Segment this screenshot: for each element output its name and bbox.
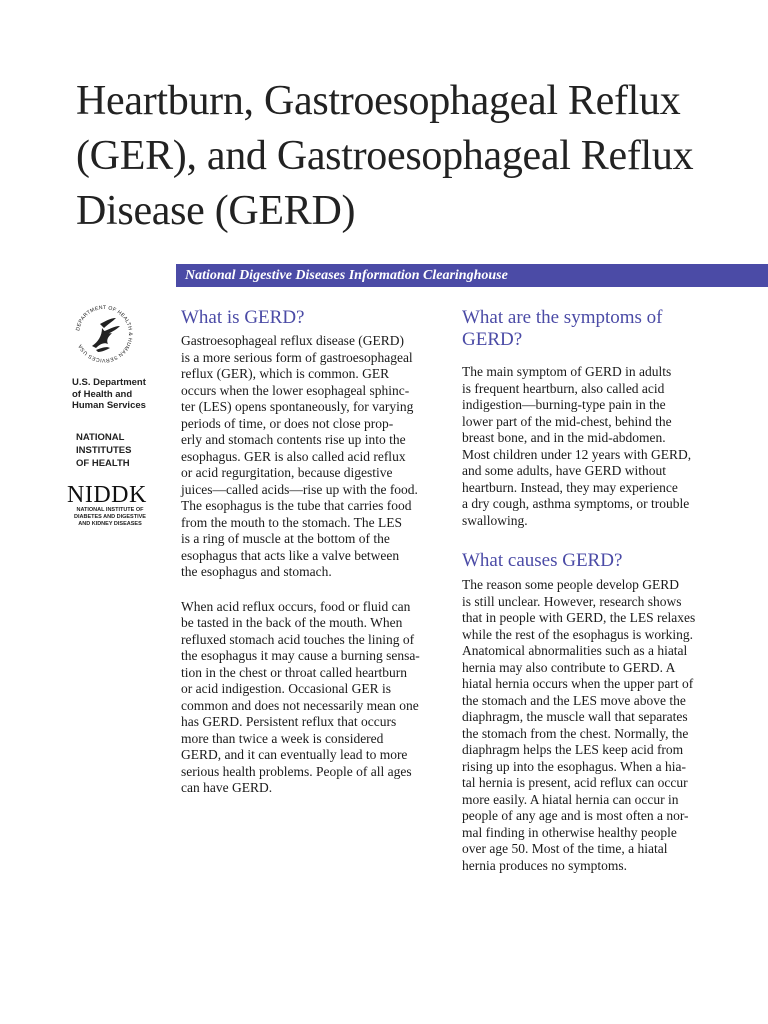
text-line: hernia may also contribute to GERD. A bbox=[462, 659, 676, 675]
what-is-gerd-paragraph-2 bbox=[181, 599, 443, 797]
what-is-gerd-paragraph-1 bbox=[181, 333, 443, 581]
hhs-department-name bbox=[72, 377, 172, 412]
text-line: or acid indigestion. Occasional GER is bbox=[181, 681, 391, 696]
text-line: ter (LES) opens spontaneously, for varying bbox=[181, 399, 414, 414]
niddk-sub-line: NATIONAL INSTITUTE OF bbox=[76, 507, 144, 513]
left-column bbox=[181, 307, 443, 797]
document-title bbox=[76, 74, 756, 239]
text-line: can have GERD. bbox=[181, 780, 273, 795]
text-line: the esophagus it may cause a burning sensa- bbox=[181, 648, 420, 663]
hhs-line: U.S. Department bbox=[72, 377, 146, 388]
title-line: (GER), and Gastroesophageal Reflux bbox=[76, 133, 694, 179]
text-line: esophagus that acts like a valve between bbox=[181, 547, 400, 563]
heading-line: What causes GERD? bbox=[462, 550, 623, 571]
clearinghouse-banner: National Digestive Diseases Information Clearinghouse bbox=[176, 264, 768, 287]
text-line: Gastroesophageal reflux disease (GERD) bbox=[181, 333, 405, 348]
section-heading-causes bbox=[462, 550, 724, 572]
text-line: a dry cough, asthma symptoms, or trouble bbox=[462, 496, 690, 511]
text-line: is a more serious form of gastroesophageal bbox=[181, 349, 413, 365]
text-line: erly and stomach contents rise up into the bbox=[181, 432, 406, 447]
text-line: GERD, and it can eventually lead to more bbox=[181, 747, 408, 762]
text-line: swallowing. bbox=[462, 512, 528, 528]
text-line: lower part of the mid-chest, behind the bbox=[462, 413, 672, 429]
text-line: while the rest of the esophagus is working. bbox=[462, 626, 693, 642]
text-line: or acid regurgitation, because digestive bbox=[181, 465, 393, 480]
text-line: more than twice a week is considered bbox=[181, 730, 384, 746]
nih-line: NATIONAL bbox=[76, 432, 125, 443]
text-line: from the mouth to the stomach. The LES bbox=[181, 514, 402, 530]
hhs-eagle-seal-icon bbox=[72, 302, 136, 366]
title-line: Heartburn, Gastroesophageal Reflux bbox=[76, 78, 681, 124]
text-line: The reason some people develop GERD bbox=[462, 577, 680, 592]
text-line: and some adults, have GERD without bbox=[462, 463, 666, 478]
text-line: tal hernia is present, acid reflux can occur bbox=[462, 775, 688, 790]
heading-line: GERD? bbox=[462, 329, 523, 350]
text-line: Most children under 12 years with GERD, bbox=[462, 446, 692, 462]
text-line: the esophagus and stomach. bbox=[181, 564, 332, 579]
text-line: The esophagus is the tube that carries food bbox=[181, 498, 412, 513]
text-line: is still unclear. However, research shows bbox=[462, 593, 682, 609]
causes-paragraph bbox=[462, 577, 724, 874]
text-line: tion in the chest or throat called heartburn bbox=[181, 664, 408, 680]
text-line: esophagus. GER is also called acid reflux bbox=[181, 448, 406, 464]
symptoms-paragraph bbox=[462, 364, 724, 529]
text-line: be tasted in the back of the mouth. When bbox=[181, 615, 403, 630]
text-line: When acid reflux occurs, food or fluid can bbox=[181, 598, 411, 614]
nih-name bbox=[76, 431, 176, 470]
text-line: diaphragm helps the LES keep acid from bbox=[462, 742, 684, 757]
niddk-sub-line: AND KIDNEY DISEASES bbox=[78, 521, 142, 527]
text-line: that in people with GERD, the LES relaxes bbox=[462, 610, 696, 625]
hhs-line: of Health and bbox=[72, 388, 133, 400]
text-line: hiatal hernia occurs when the upper part of bbox=[462, 676, 694, 691]
niddk-logo: NIDDK bbox=[67, 482, 147, 508]
section-heading-symptoms bbox=[462, 307, 724, 351]
text-line: The main symptom of GERD in adults bbox=[462, 364, 672, 379]
text-line: mal finding in otherwise healthy people bbox=[462, 824, 677, 840]
text-line: is frequent heartburn, also called acid bbox=[462, 380, 665, 396]
seal-ring-text: DEPARTMENT OF HEALTH & HUMAN SERVICES USA bbox=[75, 304, 134, 364]
text-line: indigestion—burning-type pain in the bbox=[462, 397, 666, 412]
niddk-full-name bbox=[65, 507, 155, 528]
text-line: more easily. A hiatal hernia can occur in bbox=[462, 791, 679, 807]
text-line: periods of time, or does not close prop- bbox=[181, 415, 394, 431]
text-line: heartburn. Instead, they may experience bbox=[462, 479, 678, 495]
text-line: breast bone, and in the mid-abdomen. bbox=[462, 430, 666, 445]
nih-line: OF HEALTH bbox=[76, 458, 130, 469]
text-line: is a ring of muscle at the bottom of the bbox=[181, 531, 390, 546]
text-line: over age 50. Most of the time, a hiatal bbox=[462, 841, 668, 856]
heading-line: What is GERD? bbox=[181, 307, 305, 328]
niddk-sub-line: DIABETES AND DIGESTIVE bbox=[74, 514, 146, 520]
text-line: Anatomical abnormalities such as a hiatal bbox=[462, 643, 688, 658]
text-line: the stomach from the chest. Normally, the bbox=[462, 725, 689, 741]
text-line: reflux (GER), which is common. GER bbox=[181, 366, 390, 381]
nih-line: INSTITUTES bbox=[76, 445, 132, 456]
text-line: the stomach and the LES move above the bbox=[462, 692, 686, 708]
text-line: occurs when the lower esophageal sphinc- bbox=[181, 382, 410, 398]
text-line: rising up into the esophagus. When a hia- bbox=[462, 758, 686, 774]
text-line: has GERD. Persistent reflux that occurs bbox=[181, 714, 397, 729]
section-heading-what-is-gerd bbox=[181, 307, 443, 329]
hhs-line: Human Services bbox=[72, 400, 146, 411]
text-line: hernia produces no symptoms. bbox=[462, 857, 627, 873]
text-line: serious health problems. People of all ages bbox=[181, 763, 412, 779]
text-line: diaphragm, the muscle wall that separates bbox=[462, 709, 688, 724]
heading-line: What are the symptoms of bbox=[462, 307, 663, 328]
right-column bbox=[462, 307, 724, 874]
text-line: refluxed stomach acid touches the lining of bbox=[181, 631, 415, 647]
text-line: common and does not necessarily mean one bbox=[181, 697, 419, 713]
title-line: Disease (GERD) bbox=[76, 188, 356, 234]
text-line: people of any age and is most often a nor- bbox=[462, 808, 689, 823]
text-line: juices—called acids—rise up with the food. bbox=[181, 481, 418, 497]
